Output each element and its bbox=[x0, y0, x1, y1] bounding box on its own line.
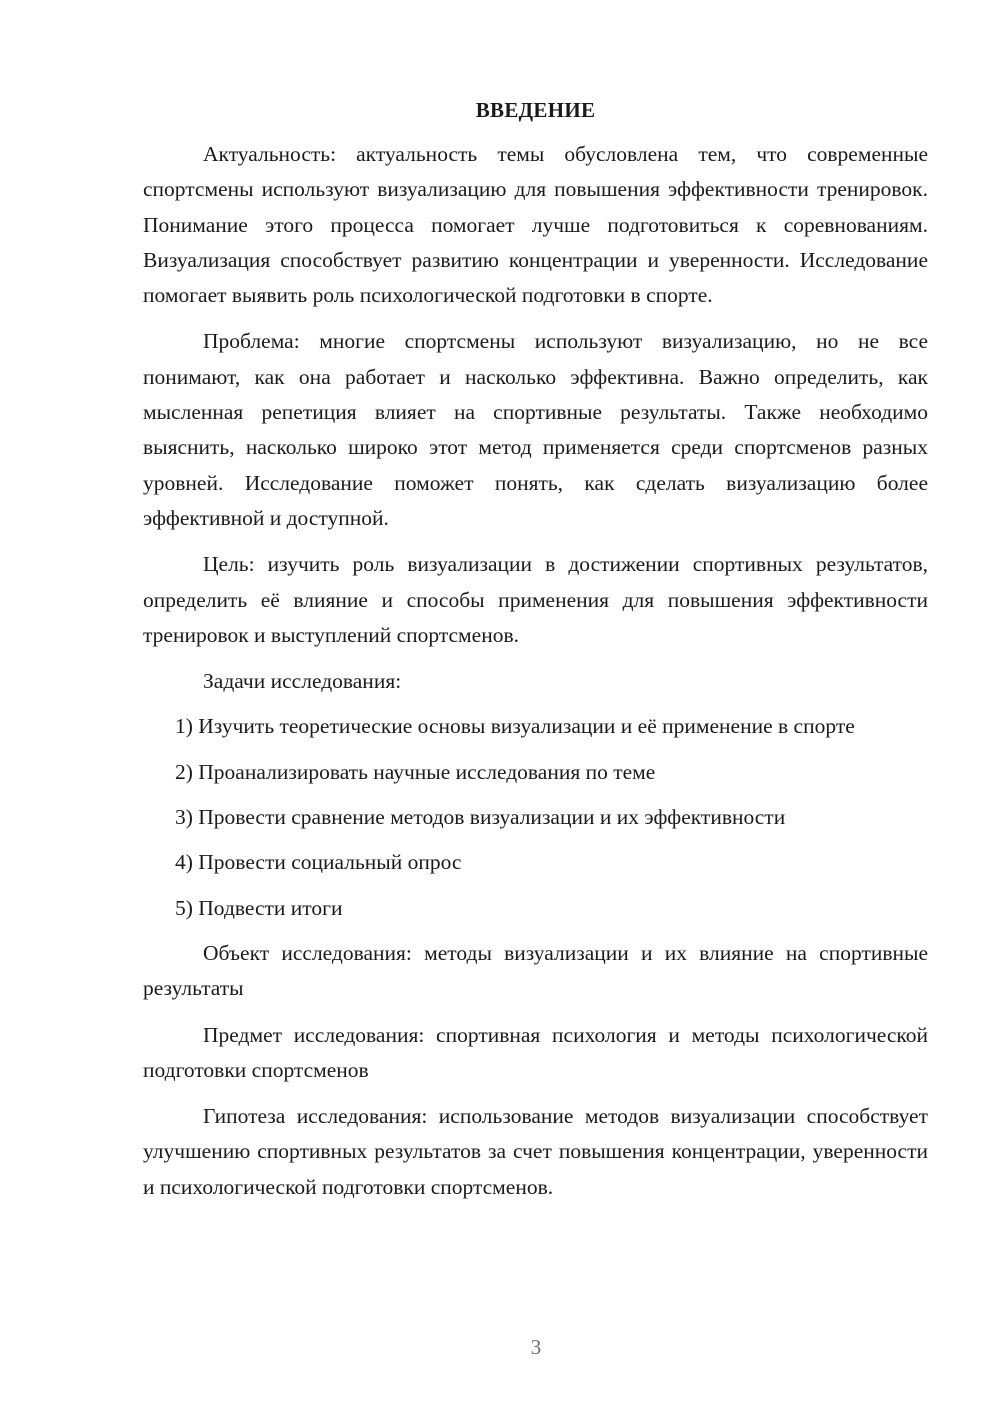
task-item: 3) Провести сравнение методов визуализации и их эффективности bbox=[175, 805, 786, 830]
object-paragraph: Объект исследования: методы визуализации и их влияние на спортивные результаты bbox=[143, 940, 928, 1001]
task-item: 1) Изучить теоретические основы визуализации и её применение в спорте bbox=[175, 714, 855, 739]
tasks-heading: Задачи исследования: bbox=[203, 669, 402, 694]
goal-paragraph: Цель: изучить роль визуализации в достижении спортивных результатов, определить её влияние и способы применения для повышения эффективности тренировок и выступлений спортсменов. bbox=[143, 552, 928, 647]
task-item: 2) Проанализировать научные исследования по теме bbox=[175, 759, 656, 784]
problem-paragraph: Проблема: многие спортсмены используют визуализацию, но не все понимают, как она работает и насколько эффективна. Важно определить, как мысленная репетиция влияет на спортивные результаты. Также необходимо выяснить, насколько широко этот метод применяется среди спортсменов разных уровней. Исследование поможет понять, как сделать визуализацию более эффективной и доступной. bbox=[143, 329, 928, 530]
relevance-paragraph: Актуальность: актуальность темы обусловлена тем, что современные спортсмены используют визуализацию для повышения эффективности тренировок. Понимание этого процесса помогает лучше подготовиться к соревнованиям. Визуализация способствует развитию концентрации и уверенности. Исследование помогает выявить роль психологической подготовки в спорте. bbox=[143, 142, 928, 308]
page-number: 3 bbox=[530, 1335, 542, 1359]
document-body bbox=[143, 95, 928, 1216]
hypothesis-paragraph: Гипотеза исследования: использование методов визуализации способствует улучшению спортивных результатов за счет повышения концентрации, уверенности и психологической подготовки спортсменов. bbox=[143, 1104, 928, 1199]
task-item: 5) Подвести итоги bbox=[175, 895, 343, 920]
subject-paragraph: Предмет исследования: спортивная психология и методы психологической подготовки спортсменов bbox=[143, 1022, 928, 1082]
page-title: ВВЕДЕНИЕ bbox=[475, 98, 596, 122]
task-item: 4) Провести социальный опрос bbox=[175, 850, 462, 875]
tasks-list bbox=[143, 709, 928, 925]
